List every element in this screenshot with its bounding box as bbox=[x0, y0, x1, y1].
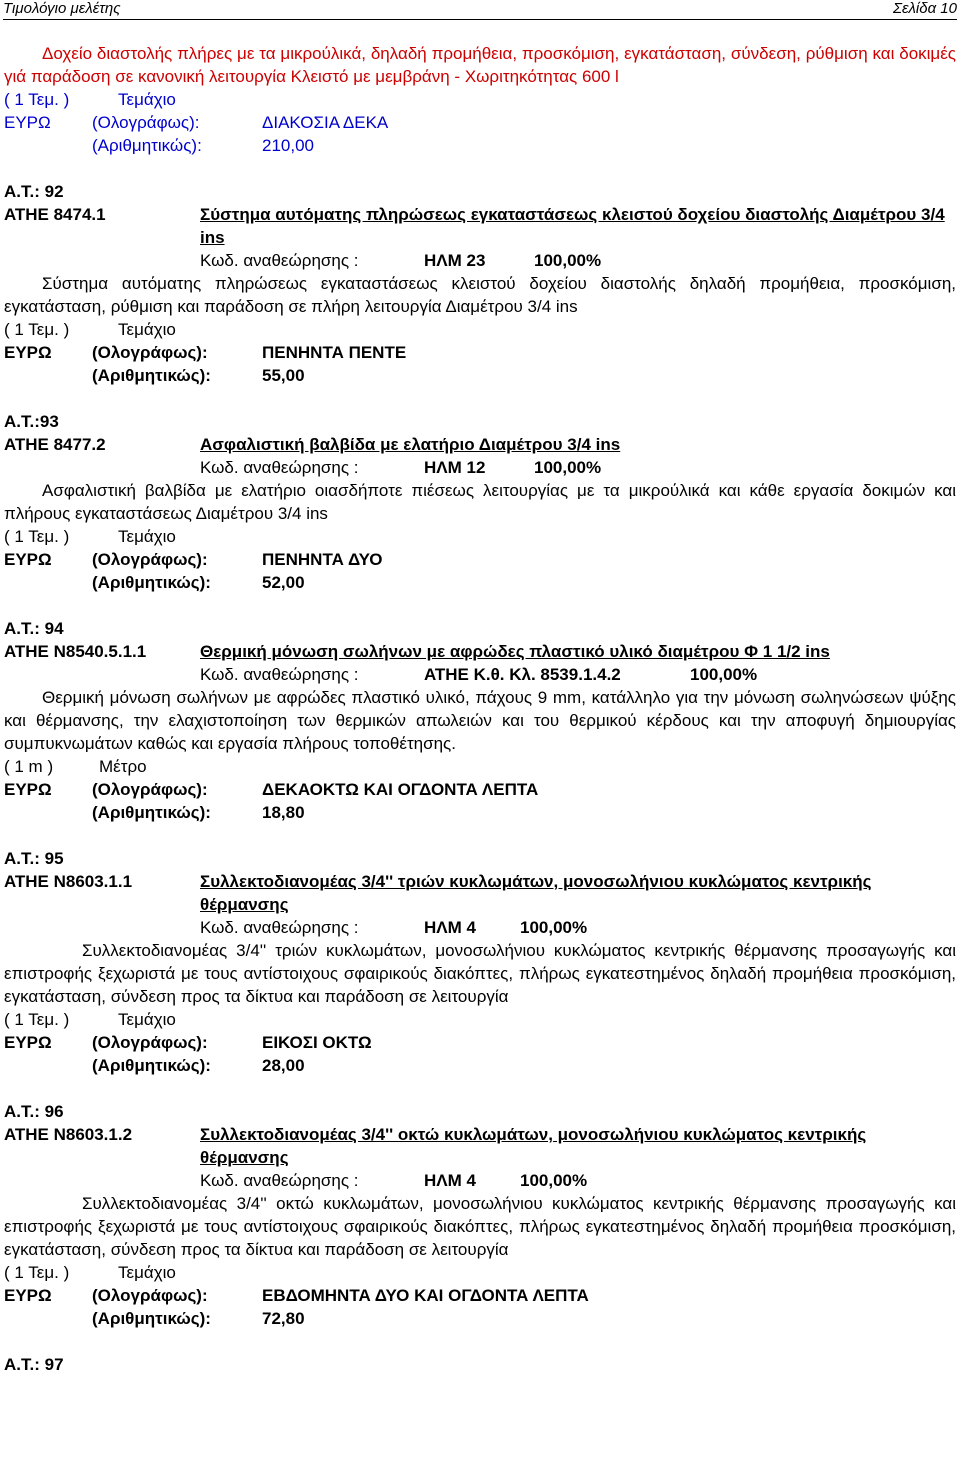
document-body bbox=[4, 42, 956, 1376]
item-title: Ασφαλιστική βαλβίδα με ελατήριο Διαμέτρου 3/4 ins bbox=[200, 435, 621, 454]
price-words-line bbox=[4, 778, 956, 801]
unit-line bbox=[4, 1008, 956, 1031]
revision-line bbox=[4, 456, 956, 479]
document-title: Τιμολόγιο μελέτης bbox=[3, 0, 121, 17]
currency-label: ΕΥΡΩ bbox=[4, 550, 52, 569]
price-number-line bbox=[4, 1054, 956, 1077]
number-label: (Αριθμητικώς): bbox=[92, 136, 202, 155]
words-label: (Ολογράφως): bbox=[92, 550, 208, 569]
price-number: 72,80 bbox=[262, 1309, 305, 1328]
item-title: Σύστημα αυτόματης πληρώσεως εγκαταστάσεως κλειστού δοχείου διαστολής Διαμέτρου 3/4 ins bbox=[200, 205, 945, 247]
price-words: ΕΒΔΟΜΗΝΤΑ ΔΥΟ ΚΑΙ ΟΓΔΟΝΤΑ ΛΕΠΤΑ bbox=[262, 1286, 589, 1305]
price-words: ΔΕΚΑΟΚΤΩ ΚΑΙ ΟΓΔΟΝΤΑ ΛΕΠΤΑ bbox=[262, 780, 539, 799]
price-number-line bbox=[4, 801, 956, 824]
price-words-line bbox=[4, 341, 956, 364]
intro-description: Δοχείο διαστολής πλήρες με τα μικρούλικά, δηλαδή προμήθεια, προσκόμιση, εγκατάσταση, σύνδεση, ρύθμιση και δοκιμές γιά παράδοση σε κανονική λειτουργία Κλειστό με μεμβράνη - Χωριτηκότητας 600 l bbox=[4, 44, 956, 86]
unit-code: ( 1 Τεμ. ) bbox=[4, 90, 70, 109]
currency-label: ΕΥΡΩ bbox=[4, 780, 52, 799]
unit-line bbox=[4, 1261, 956, 1284]
price-number: 18,80 bbox=[262, 803, 305, 822]
revision-line bbox=[4, 249, 956, 272]
revision-percent: 100,00% bbox=[534, 251, 602, 270]
price-words-line bbox=[4, 1031, 956, 1054]
item-heading bbox=[4, 870, 956, 916]
number-label: (Αριθμητικώς): bbox=[92, 1056, 211, 1075]
item-description: Συλλεκτοδιανομέας 3/4'' τριών κυκλωμάτων, μονοσωλήνιου κυκλώματος κεντρικής θέρμανσης προσαγωγής και επιστροφής ξεχωριστά με τους αντίστοιχους σφαιρικούς διακόπτες, πλήρως εγκατεστημένος δηλαδή προμήθεια προσκόμιση, εγκατάσταση, σύνδεση προς τα δίκτυα και παράδοση σε λειτουργία bbox=[4, 941, 956, 1006]
price-number-line bbox=[4, 571, 956, 594]
revision-line bbox=[4, 1169, 956, 1192]
revision-line bbox=[4, 663, 956, 686]
currency-label: ΕΥΡΩ bbox=[4, 1286, 52, 1305]
revision-label: Κωδ. αναθεώρησης : bbox=[200, 458, 359, 477]
revision-code: ΗΛΜ 12 bbox=[424, 458, 486, 477]
revision-code: ΗΛΜ 4 bbox=[424, 918, 476, 937]
page-header bbox=[3, 0, 957, 18]
price-words: ΕΙΚΟΣΙ ΟΚΤΩ bbox=[262, 1033, 372, 1052]
number-label: (Αριθμητικώς): bbox=[92, 1309, 211, 1328]
item-number: Α.Τ.: 92 bbox=[4, 182, 64, 201]
item-code: ΑΤΗΕ Ν8603.1.2 bbox=[4, 1125, 133, 1144]
words-label: (Ολογράφως): bbox=[92, 780, 208, 799]
revision-code: ΑΤΗΕ Κ.θ. Κλ. 8539.1.4.2 bbox=[424, 665, 621, 684]
item-code: ΑΤΗΕ Ν8540.5.1.1 bbox=[4, 642, 147, 661]
item-heading bbox=[4, 203, 956, 249]
words-label: (Ολογράφως): bbox=[92, 343, 208, 362]
revision-code: ΗΛΜ 4 bbox=[424, 1171, 476, 1190]
unit-name: Τεμάχιο bbox=[118, 90, 176, 109]
revision-label: Κωδ. αναθεώρησης : bbox=[200, 1171, 359, 1190]
item-number: Α.Τ.:93 bbox=[4, 412, 59, 431]
item-number: Α.Τ.: 97 bbox=[4, 1355, 64, 1374]
item-description: Θερμική μόνωση σωλήνων με αφρώδες πλαστικό υλικό, πάχους 9 mm, κατάλληλο για την μόνωση σωληνώσεων ψύξης και θέρμανσης, την ελαχιστοποίηση των θερμικών απωλειών και του θερμικού κέρδους και την αποφυγή δημιουργίας συμπυκνωμάτων καθώς και εργασία πλήρους τοποθέτησης. bbox=[4, 688, 956, 753]
number-label: (Αριθμητικώς): bbox=[92, 573, 211, 592]
item-code: ΑΤΗΕ 8477.2 bbox=[4, 435, 106, 454]
price-words-line bbox=[4, 1284, 956, 1307]
revision-percent: 100,00% bbox=[534, 458, 602, 477]
unit-line bbox=[4, 318, 956, 341]
price-words: ΔΙΑΚΟΣΙΑ ΔΕΚΑ bbox=[262, 113, 389, 132]
header-rule bbox=[3, 19, 957, 20]
words-label: (Ολογράφως): bbox=[92, 113, 200, 132]
item-title: Συλλεκτοδιανομέας 3/4'' τριών κυκλωμάτων, μονοσωλήνιου κυκλώματος κεντρικής θέρμανσης bbox=[200, 872, 872, 914]
price-number: 210,00 bbox=[262, 136, 314, 155]
item-code: ΑΤΗΕ Ν8603.1.1 bbox=[4, 872, 133, 891]
revision-percent: 100,00% bbox=[520, 1171, 588, 1190]
revision-code: ΗΛΜ 23 bbox=[424, 251, 486, 270]
item-heading bbox=[4, 1123, 956, 1169]
currency-label: ΕΥΡΩ bbox=[4, 343, 52, 362]
revision-label: Κωδ. αναθεώρησης : bbox=[200, 665, 359, 684]
number-label: (Αριθμητικώς): bbox=[92, 803, 211, 822]
unit-line bbox=[4, 88, 956, 111]
item-description: Σύστημα αυτόματης πληρώσεως εγκαταστάσεως κλειστού δοχείου διαστολής δηλαδή προμήθεια, προσκόμιση, εγκατάσταση, ρύθμιση και παράδοση σε πλήρη λειτουργία Διαμέτρου 3/4 ins bbox=[4, 274, 956, 316]
price-words: ΠΕΝΗΝΤΑ ΔΥΟ bbox=[262, 550, 383, 569]
unit-line bbox=[4, 755, 956, 778]
price-number-line bbox=[4, 364, 956, 387]
unit-name: Τεμάχιο bbox=[118, 1010, 176, 1029]
unit-name: Τεμάχιο bbox=[118, 320, 176, 339]
words-label: (Ολογράφως): bbox=[92, 1286, 208, 1305]
item-title: Θερμική μόνωση σωλήνων με αφρώδες πλαστικό υλικό διαμέτρου Φ 1 1/2 ins bbox=[200, 642, 830, 661]
price-number-line bbox=[4, 134, 956, 157]
item-description: Ασφαλιστική βαλβίδα με ελατήριο οιασδήποτε πιέσεως λειτουργίας με τα μικρούλικά και κάθε εργασία δοκιμών και πλήρους εγκαταστάσεως Διαμέτρου 3/4 ins bbox=[4, 481, 956, 523]
unit-code: ( 1 Τεμ. ) bbox=[4, 1010, 70, 1029]
price-words: ΠΕΝΗΝΤΑ ΠΕΝΤΕ bbox=[262, 343, 407, 362]
item-description: Συλλεκτοδιανομέας 3/4'' οκτώ κυκλωμάτων, μονοσωλήνιου κυκλώματος κεντρικής θέρμανσης προσαγωγής και επιστροφής ξεχωριστά με τους αντίστοιχους σφαιρικούς διακόπτες, πλήρως εγκατεστημένος δηλαδή προμήθεια προσκόμιση, εγκατάσταση, σύνδεση προς τα δίκτυα και παράδοση σε λειτουργία bbox=[4, 1194, 956, 1259]
unit-line bbox=[4, 525, 956, 548]
revision-line bbox=[4, 916, 956, 939]
unit-code: ( 1 Τεμ. ) bbox=[4, 1263, 70, 1282]
price-words-line bbox=[4, 548, 956, 571]
price-number: 28,00 bbox=[262, 1056, 305, 1075]
currency-label: ΕΥΡΩ bbox=[4, 113, 51, 132]
number-label: (Αριθμητικώς): bbox=[92, 366, 211, 385]
page-number: Σελίδα 10 bbox=[892, 0, 957, 17]
price-number: 52,00 bbox=[262, 573, 305, 592]
item-number: Α.Τ.: 94 bbox=[4, 619, 64, 638]
unit-code: ( 1 Τεμ. ) bbox=[4, 320, 70, 339]
revision-label: Κωδ. αναθεώρησης : bbox=[200, 918, 359, 937]
price-number: 55,00 bbox=[262, 366, 305, 385]
unit-code: ( 1 m ) bbox=[4, 757, 54, 776]
price-number-line bbox=[4, 1307, 956, 1330]
unit-name: Τεμάχιο bbox=[118, 527, 176, 546]
item-heading bbox=[4, 640, 956, 663]
revision-percent: 100,00% bbox=[520, 918, 588, 937]
unit-name: Μέτρο bbox=[99, 757, 147, 776]
item-number: Α.Τ.: 95 bbox=[4, 849, 64, 868]
currency-label: ΕΥΡΩ bbox=[4, 1033, 52, 1052]
unit-name: Τεμάχιο bbox=[118, 1263, 176, 1282]
item-title: Συλλεκτοδιανομέας 3/4'' οκτώ κυκλωμάτων, μονοσωλήνιου κυκλώματος κεντρικής θέρμανσης bbox=[200, 1125, 867, 1167]
item-code: ΑΤΗΕ 8474.1 bbox=[4, 205, 106, 224]
price-words-line bbox=[4, 111, 956, 134]
revision-label: Κωδ. αναθεώρησης : bbox=[200, 251, 359, 270]
words-label: (Ολογράφως): bbox=[92, 1033, 208, 1052]
item-number: Α.Τ.: 96 bbox=[4, 1102, 64, 1121]
revision-percent: 100,00% bbox=[690, 665, 758, 684]
unit-code: ( 1 Τεμ. ) bbox=[4, 527, 70, 546]
item-heading bbox=[4, 433, 956, 456]
